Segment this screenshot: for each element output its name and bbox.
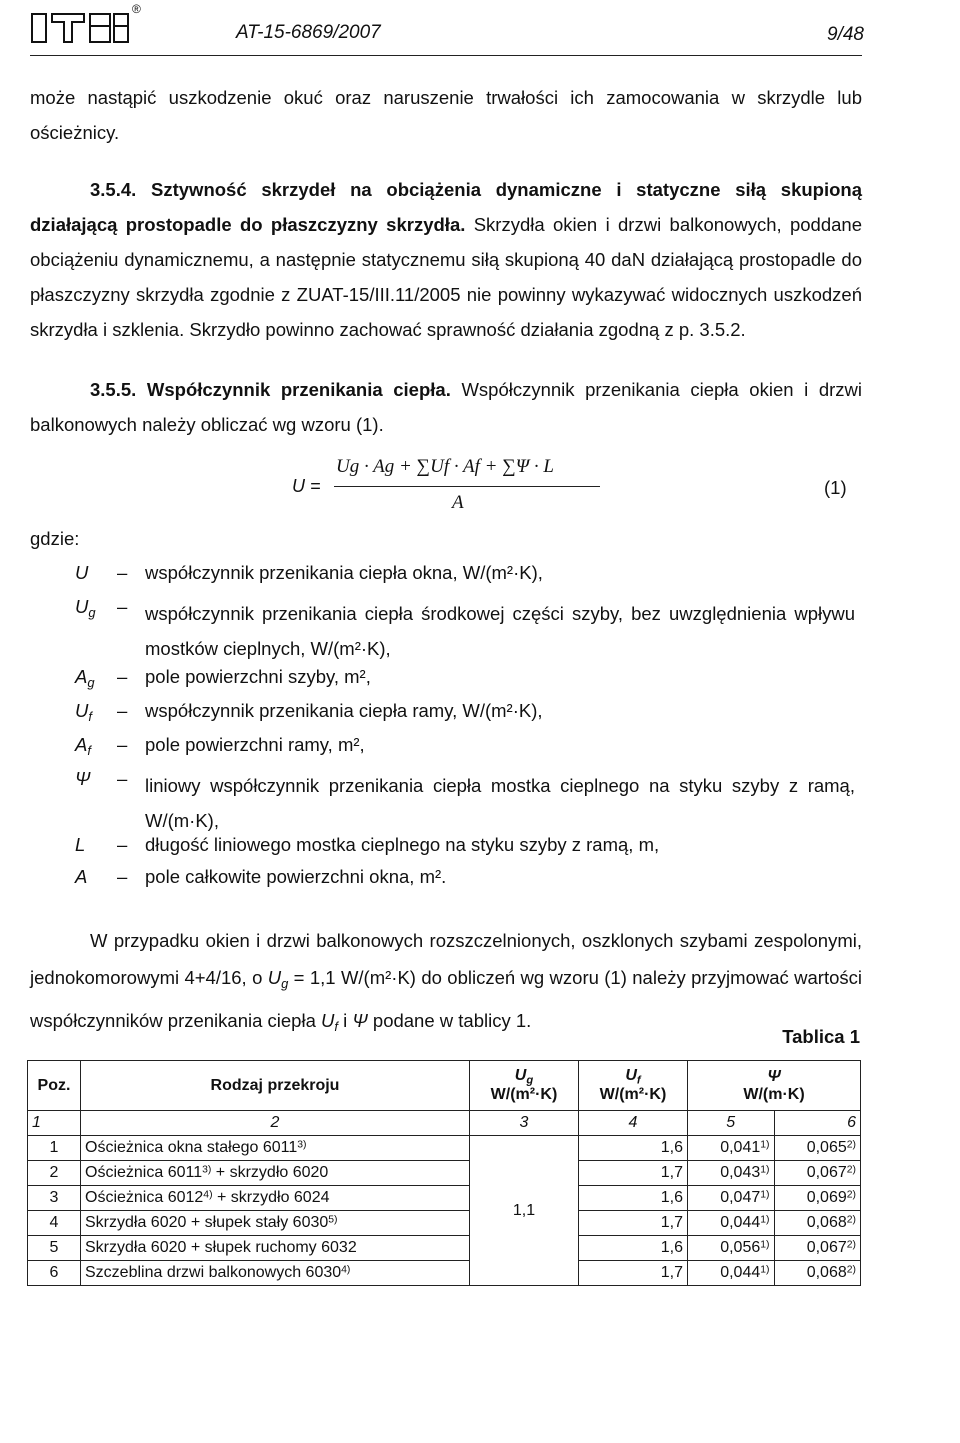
definition-text: współczynnik przenikania ciepła okna, W/(m²·K), (145, 562, 543, 583)
cell-uf: 1,6 (579, 1136, 688, 1161)
cell-psi6: 0,069$^{2)}$ (774, 1186, 861, 1211)
itb-logo (30, 8, 134, 46)
cell-uf: 1,7 (579, 1161, 688, 1186)
where-label: gdzie: (30, 528, 80, 549)
cell-rodzaj: Ościeżnica $6011^{3)}$ + skrzydło 6020 (81, 1161, 470, 1186)
cell-psi6: 0,068$^{2)}$ (774, 1261, 861, 1286)
header-ug: $U_g$ W/(m²·K) (470, 1061, 579, 1111)
section-body: Skrzydła okien i drzwi balkonowych, poddane obciążeniu dynamicznemu, a następnie statycznemu siłą skupioną 40 daN działającą prostopadle do płaszczyzny skrzydła zgodnie z ZUAT-15/III.11/2005 nie powinny wykazywać widocznych uszkodzeń skrzydła i szklenia. Skrzydło powinno zachować sprawność działania zgodną z p. 3.5.2. (30, 214, 862, 340)
cell-psi5: 0,044$^{1)}$ (688, 1211, 775, 1236)
cell-poz: 1 (28, 1136, 81, 1161)
dash: – (117, 596, 128, 617)
table-row (28, 1186, 861, 1211)
definition-text: pole całkowite powierzchni okna, m². (145, 866, 447, 887)
cell-poz: 2 (28, 1161, 81, 1186)
dash: – (117, 562, 128, 583)
section-number: 3.5.4. (90, 179, 137, 200)
cell-psi5: 0,044$^{1)}$ (688, 1261, 775, 1286)
column-number-row (28, 1111, 861, 1136)
table-row (28, 1161, 861, 1186)
cell-psi6: 0,067$^{2)}$ (774, 1161, 861, 1186)
cell-poz: 4 (28, 1211, 81, 1236)
col-number: 5 (688, 1111, 775, 1136)
header-rodzaj: Rodzaj przekroju (81, 1061, 470, 1111)
definition-text: pole powierzchni ramy, m², (145, 734, 365, 755)
cell-poz: 5 (28, 1236, 81, 1261)
definition-text: współczynnik przenikania ciepła ramy, W/(m²·K), (145, 700, 543, 721)
symbol: L (75, 834, 86, 855)
dash: – (117, 666, 128, 687)
definition-text: długość liniowego mostka cieplnego na styku szyby z ramą, m, (145, 834, 660, 855)
cell-uf: 1,6 (579, 1236, 688, 1261)
cell-ug: 1,1 (470, 1136, 579, 1286)
section-title: Współczynnik przenikania ciepła. (146, 379, 451, 400)
cell-psi5: 0,041$^{1)}$ (688, 1136, 775, 1161)
cell-rodzaj: Skrzydła 6020 + słupek stały 6030$^{5)}$ (81, 1211, 470, 1236)
col-number: 1 (28, 1111, 81, 1136)
cell-psi6: 0,068$^{2)}$ (774, 1211, 861, 1236)
formula-denominator: A (452, 492, 464, 513)
symbol: $A_g$ (75, 666, 95, 690)
registered-mark: ® (132, 2, 141, 16)
cell-rodzaj: Ościeżnica $6012^{4)}$ + skrzydło 6024 (81, 1186, 470, 1211)
paragraph-continuation: może nastąpić uszkodzenie okuć oraz naruszenie trwałości ich zamocowania w skrzydle lub ościeżnicy. (30, 87, 862, 143)
dash: – (117, 866, 128, 887)
paragraph-table-intro: W przypadku okien i drzwi balkonowych rozszczelnionych, oszklonych szybami zespolonymi, jednokomorowymi 4+4/16, o $U_g = 1,1$ W/(m²·K) do obliczeń wg wzoru (1) należy przyjmować wartości współczynników przenikania ciepła $U_f$ i Ψ podane w tablicy 1. (30, 930, 862, 1034)
formula-1 (280, 452, 640, 522)
definition-text: współczynnik przenikania ciepła środkowej części szyby, bez uwzględnienia wpływu mostków cieplnych, W/(m²·K), (145, 603, 855, 659)
definition-text: pole powierzchni szyby, m², (145, 666, 371, 687)
symbol: $U_f$ (75, 700, 92, 724)
cell-uf: 1,7 (579, 1211, 688, 1236)
section-number: 3.5.5. (90, 379, 137, 400)
col-number: 4 (579, 1111, 688, 1136)
section-body: Współczynnik przenikania ciepła okien i drzwi balkonowych należy obliczać wg wzoru (1). (30, 379, 863, 435)
cell-poz: 3 (28, 1186, 81, 1211)
formula-lhs: U = (292, 476, 321, 496)
dash: – (117, 700, 128, 721)
section-3-5-4 (30, 172, 862, 347)
document-code: AT-15-6869/2007 (236, 22, 381, 43)
table-row (28, 1236, 861, 1261)
dash: – (117, 734, 128, 755)
symbol: $U_g$ (75, 596, 96, 620)
table-header-row (28, 1061, 861, 1111)
definition-text: liniowy współczynnik przenikania ciepła mostka cieplnego na styku szyby z ramą, W/(m·K), (145, 775, 855, 831)
table-1 (27, 1060, 861, 1286)
cell-uf: 1,7 (579, 1261, 688, 1286)
dash: – (117, 768, 128, 789)
formula-number: (1) (824, 477, 847, 498)
cell-psi5: 0,043$^{1)}$ (688, 1161, 775, 1186)
cell-psi6: 0,065$^{2)}$ (774, 1136, 861, 1161)
cell-rodzaj: Szczeblina drzwi balkonowych 6030$^{4)}$ (81, 1261, 470, 1286)
cell-psi5: 0,056$^{1)}$ (688, 1236, 775, 1261)
formula-numerator: Ug · Ag + ∑Uf · Af + ∑Ψ · L (336, 456, 554, 477)
col-number: 6 (774, 1111, 861, 1136)
cell-rodzaj: Ościeżnica okna stałego 6011$^{3)}$ (81, 1136, 470, 1161)
symbol: A (75, 866, 88, 887)
section-3-5-5 (30, 372, 862, 442)
cell-uf: 1,6 (579, 1186, 688, 1211)
table-row (28, 1261, 861, 1286)
header-uf: $U_f$ W/(m²·K) (579, 1061, 688, 1111)
cell-psi5: 0,047$^{1)}$ (688, 1186, 775, 1211)
cell-rodzaj: Skrzydła 6020 + słupek ruchomy 6032 (81, 1236, 470, 1261)
table-row (28, 1136, 861, 1161)
symbol: U (75, 562, 89, 583)
table-row (28, 1211, 861, 1236)
fraction-bar (334, 486, 600, 487)
col-number: 3 (470, 1111, 579, 1136)
section-title: Sztywność skrzydeł na obciążenia dynamiczne i statyczne siłą skupioną działającą prostopadle do płaszczyzny skrzydła. (30, 179, 862, 235)
symbol: $A_f$ (75, 734, 91, 758)
header-psi: Ψ W/(m·K) (688, 1061, 861, 1111)
cell-psi6: 0,067$^{2)}$ (774, 1236, 861, 1261)
header-rule (30, 55, 862, 56)
table-caption: Tablica 1 (782, 1026, 860, 1047)
dash: – (117, 834, 128, 855)
symbol: Ψ (75, 768, 91, 789)
cell-poz: 6 (28, 1261, 81, 1286)
header-poz: Poz. (28, 1061, 81, 1111)
col-number: 2 (81, 1111, 470, 1136)
page-number: 9/48 (827, 24, 864, 45)
